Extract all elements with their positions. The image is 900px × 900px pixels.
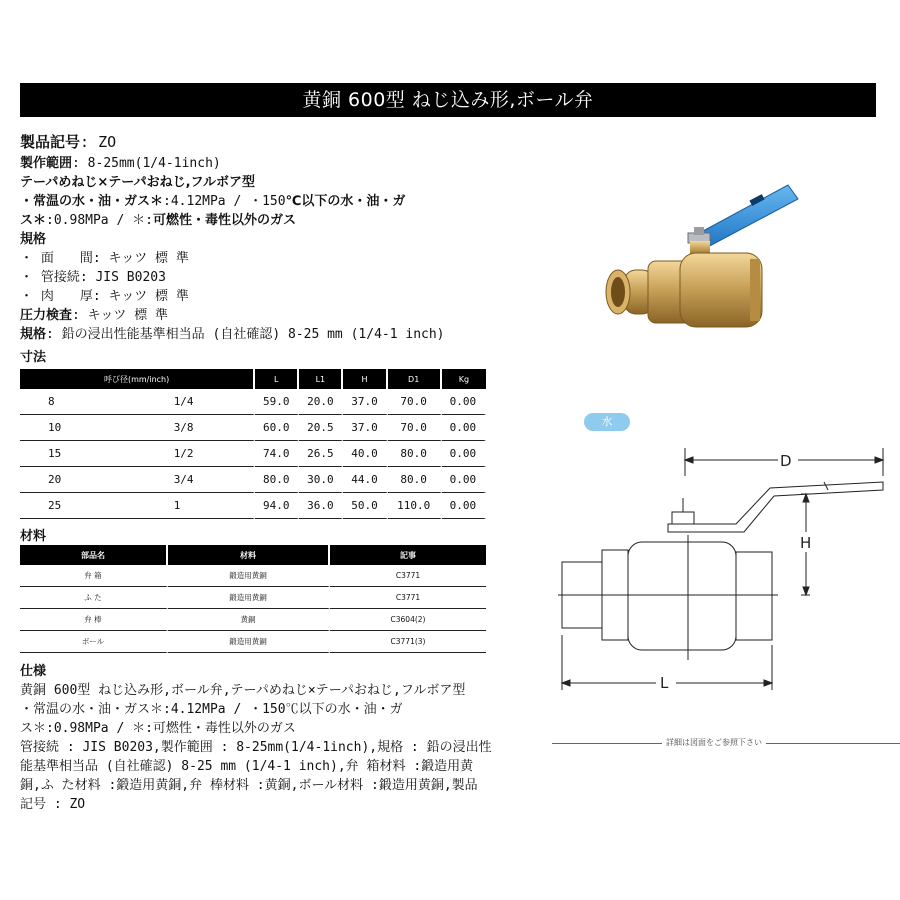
product-code-line: [20, 133, 116, 153]
col-l1: L1: [299, 369, 343, 389]
table-cell: 94.0: [255, 493, 299, 519]
table-cell: 1/2: [174, 441, 256, 467]
col-kg: Kg: [442, 369, 486, 389]
range-label: 製作範囲: [20, 156, 73, 171]
table-cell: 60.0: [255, 415, 299, 441]
pressure-test-line: [20, 306, 168, 325]
pressure-2-c: 可燃性・毒性以外のガス: [152, 213, 296, 228]
pressure-1-b: :4.12MPa / ・150: [163, 194, 286, 209]
table-row: [20, 389, 486, 415]
table-cell: 0.00: [442, 467, 486, 493]
table-cell: 110.0: [388, 493, 442, 519]
summary-line: 記号 : ZO: [20, 797, 86, 812]
table-cell: 8: [20, 389, 174, 415]
table-header-row: [20, 369, 486, 389]
table-cell: 44.0: [343, 467, 387, 493]
table-cell: 20: [20, 467, 174, 493]
valve-drawing: [548, 440, 893, 700]
table-row: [20, 587, 486, 609]
product-code-label: 製品記号: [20, 133, 81, 151]
summary-line: ス＊:0.98MPa / ＊:可燃性・毒性以外のガス: [20, 721, 296, 736]
table-row: [20, 565, 486, 587]
col-h: H: [343, 369, 387, 389]
table-cell: 36.0: [299, 493, 343, 519]
valve-photo: [600, 175, 800, 335]
col-l: L: [255, 369, 299, 389]
col-d1: D1: [388, 369, 442, 389]
table-cell: 80.0: [388, 441, 442, 467]
table-cell: ふ た: [20, 587, 168, 609]
table-row: [20, 441, 486, 467]
label-h: H: [800, 534, 812, 552]
table-row: [20, 631, 486, 653]
table-row: [20, 415, 486, 441]
range-value: : 8-25mm(1/4-1inch): [72, 156, 221, 171]
table-cell: 80.0: [388, 467, 442, 493]
water-badge: 水: [584, 413, 630, 431]
table-cell: 30.0: [299, 467, 343, 493]
table-cell: 37.0: [343, 415, 387, 441]
table-cell: 0.00: [442, 415, 486, 441]
table-cell: 59.0: [255, 389, 299, 415]
table-header-row: [20, 545, 486, 565]
page-title: 黄銅 600型 ねじ込み形,ボール弁: [20, 83, 876, 117]
table-cell: 鍛造用黄銅: [168, 631, 330, 653]
table-cell: 弁 棒: [20, 609, 168, 631]
col-note: 記事: [330, 545, 486, 565]
summary-line: 銅,ふ た材料 :鍛造用黄銅,弁 棒材料 :黄銅,ボール材料 :鍛造用黄銅,製品: [20, 778, 478, 793]
table-cell: C3604(2): [330, 609, 486, 631]
summary-line: 黄銅 600型 ねじ込み形,ボール弁,テーパめねじ×テーパおねじ,フルボア型: [20, 683, 466, 698]
drawing-note-text: 詳細は図面をご参照下さい: [662, 737, 766, 748]
table-cell: 25: [20, 493, 174, 519]
table-cell: 10: [20, 415, 174, 441]
col-part: 部品名: [20, 545, 168, 565]
table-cell: 50.0: [343, 493, 387, 519]
table-cell: 74.0: [255, 441, 299, 467]
standard-line: [20, 325, 445, 344]
table-cell: 37.0: [343, 389, 387, 415]
table-cell: 20.0: [299, 389, 343, 415]
pressure-test-label: 圧力検査: [20, 308, 73, 323]
table-cell: C3771: [330, 587, 486, 609]
summary-heading: 仕様: [20, 664, 47, 679]
col-material: 材料: [168, 545, 330, 565]
col-nominal: 呼び径(mm/inch): [20, 369, 255, 389]
table-cell: 1: [174, 493, 256, 519]
table-cell: 26.5: [299, 441, 343, 467]
table-cell: 80.0: [255, 467, 299, 493]
dimensions-heading: 寸法: [20, 350, 47, 365]
table-cell: 鍛造用黄銅: [168, 565, 330, 587]
table-cell: 40.0: [343, 441, 387, 467]
pressure-2-b: :0.98MPa / ＊:: [46, 213, 153, 228]
dimensions-table: [20, 369, 486, 519]
summary-line: 管接続 : JIS B0203,製作範囲 : 8-25mm(1/4-1inch),規格 : 鉛の浸出性: [20, 740, 492, 755]
table-row: [20, 609, 486, 631]
pressure-test-value: : キッツ 標 準: [72, 308, 169, 323]
table-cell: 鍛造用黄銅: [168, 587, 330, 609]
table-cell: C3771(3): [330, 631, 486, 653]
table-cell: 15: [20, 441, 174, 467]
standard-label: 規格: [20, 327, 47, 342]
table-cell: 黄銅: [168, 609, 330, 631]
summary-line: ・常温の水・油・ガス＊:4.12MPa / ・150℃以下の水・油・ガ: [20, 702, 403, 717]
pressure-2-a: ス＊: [20, 213, 47, 228]
product-code-value: : ZO: [80, 133, 117, 151]
standard-value: : 鉛の浸出性能基準相当品 (自社確認) 8-25 mm (1/4-1 inch): [46, 327, 445, 342]
spec-heading: 規格: [20, 232, 47, 247]
table-cell: C3771: [330, 565, 486, 587]
table-cell: 0.00: [442, 441, 486, 467]
table-cell: 0.00: [442, 493, 486, 519]
table-cell: 1/4: [174, 389, 256, 415]
pressure-1-a: ・常温の水・油・ガス＊: [20, 194, 164, 209]
connection-type: テーパめねじ×テーパおねじ,フルボア型: [20, 175, 256, 190]
summary-line: 能基準相当品 (自社確認) 8-25 mm (1/4-1 inch),弁 箱材料 :鍛造用黄: [20, 759, 474, 774]
spec-item: ・ 肉 厚: キッツ 標 準: [20, 289, 189, 304]
table-cell: 弁 箱: [20, 565, 168, 587]
label-d: D: [780, 452, 792, 470]
table-cell: 0.00: [442, 389, 486, 415]
table-cell: 3/4: [174, 467, 256, 493]
spec-item: ・ 管接続: JIS B0203: [20, 270, 166, 285]
table-cell: 70.0: [388, 415, 442, 441]
materials-heading: 材料: [20, 529, 47, 544]
spec-item: ・ 面 間: キッツ 標 準: [20, 251, 189, 266]
pressure-line-2: [20, 211, 296, 230]
label-l: L: [660, 674, 669, 692]
table-row: [20, 493, 486, 519]
table-cell: 70.0: [388, 389, 442, 415]
table-row: [20, 467, 486, 493]
table-cell: ボール: [20, 631, 168, 653]
materials-table: [20, 545, 486, 653]
pressure-line-1: [20, 192, 405, 211]
table-cell: 20.5: [299, 415, 343, 441]
range-line: [20, 154, 221, 173]
table-cell: 3/8: [174, 415, 256, 441]
pressure-1-c: ℃以下の水・油・ガ: [285, 194, 406, 209]
